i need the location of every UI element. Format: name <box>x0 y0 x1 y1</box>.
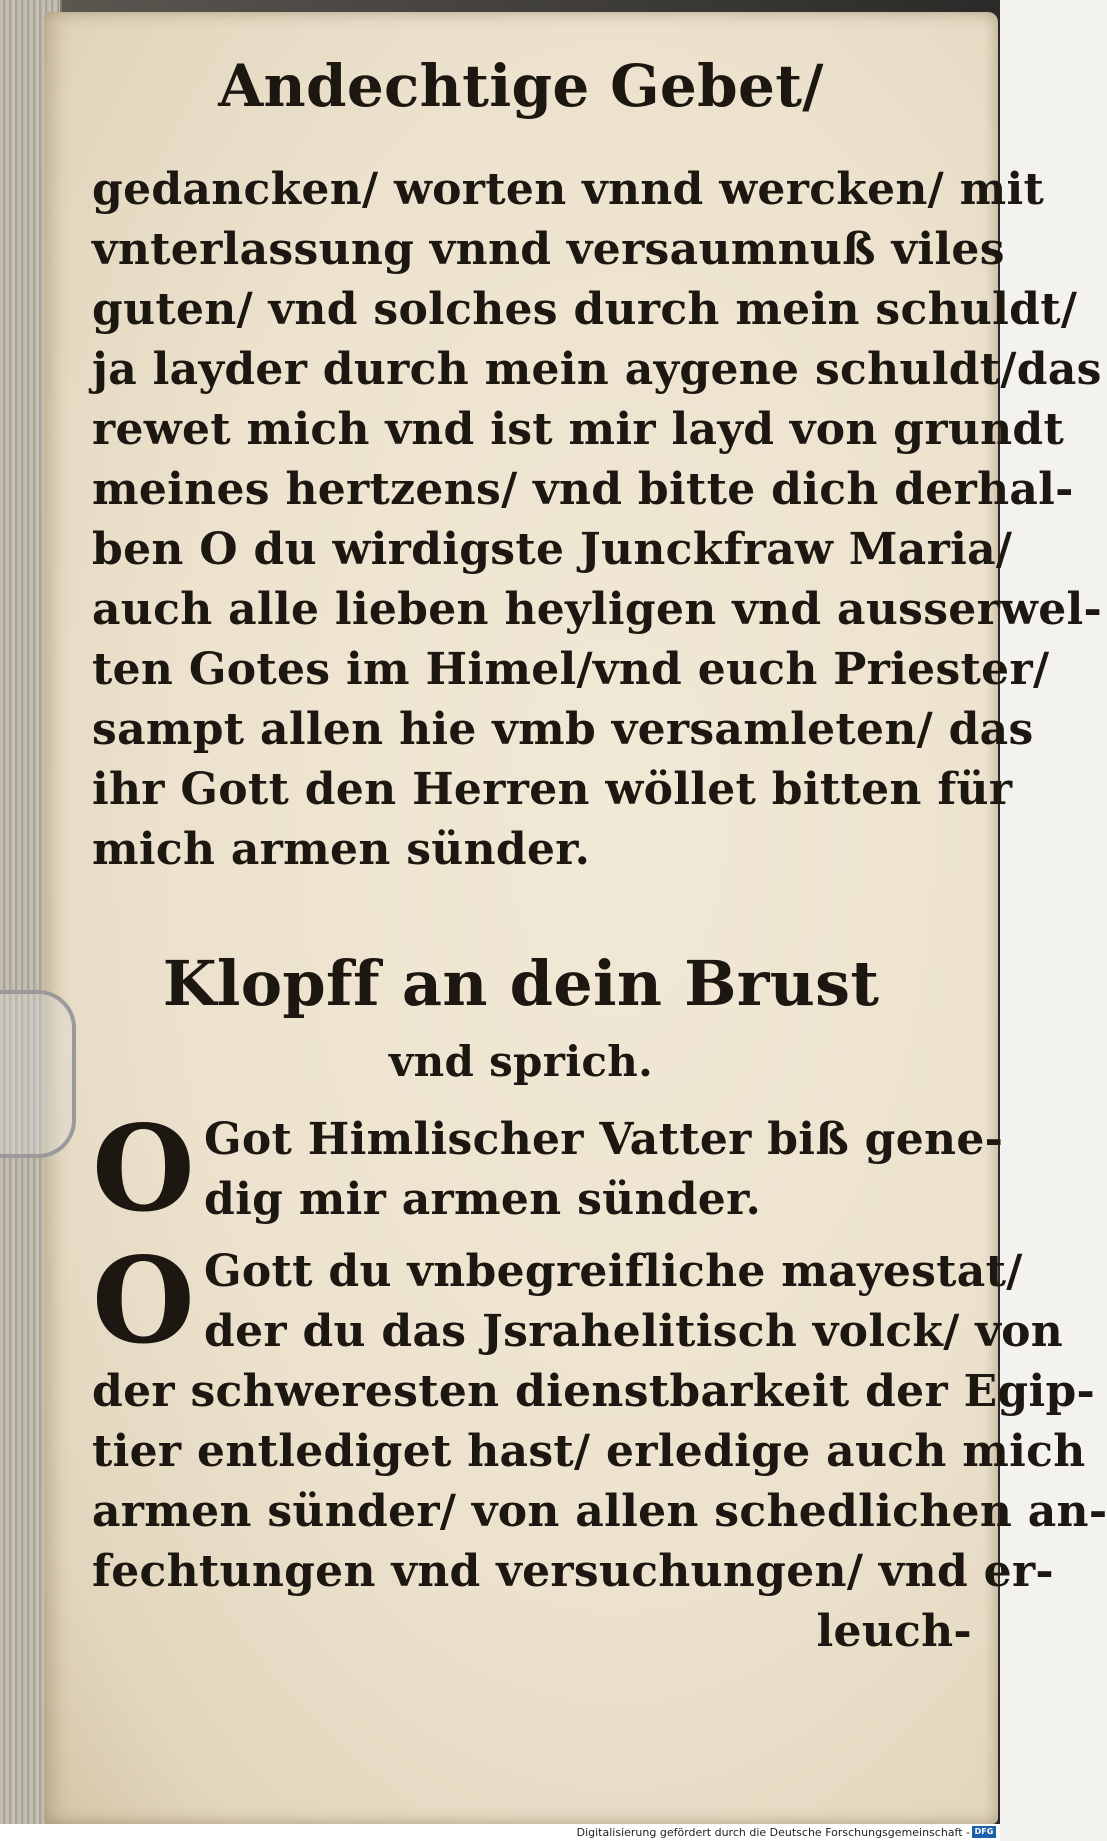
invocation-paragraph-1 <box>92 1099 1004 1238</box>
running-head: Andechtige Gebet/ <box>218 52 824 120</box>
text-line: tier entlediget hast/ erledige auch mich <box>92 1426 1086 1477</box>
text-line: fechtungen vnd versuchungen/ vnd er- <box>92 1546 1054 1597</box>
text-line: Gott du vnbegreifliche mayestat/ <box>204 1246 1023 1297</box>
text-line: armen sünder/ von allen schedlichen an- <box>92 1486 1107 1537</box>
text-line: meines hertzens/ vnd bitte dich derhal- <box>92 464 1074 515</box>
drop-cap: O <box>92 1231 196 1370</box>
catchword: leuch- <box>816 1606 972 1657</box>
text-line: der du das Jsrahelitisch volck/ von <box>204 1306 1064 1357</box>
text-line: mich armen sünder. <box>92 824 591 875</box>
prayer-text <box>92 160 1103 880</box>
text-line: rewet mich vnd ist mir layd von grundt <box>92 404 1065 455</box>
text-line: gedancken/ worten vnnd wercken/ mit <box>92 164 1045 215</box>
text-line: vnterlassung vnnd versaumnuß viles <box>92 224 1005 275</box>
funding-credit: Digitalisierung gefördert durch die Deutsche Forschungsgemeinschaft - <box>576 1826 970 1839</box>
text-line: ten Gotes im Himel/vnd euch Priester/ <box>92 644 1050 695</box>
page-clip <box>0 990 76 1158</box>
text-line: guten/ vnd solches durch mein schuldt/ <box>92 284 1078 335</box>
text-line: ja layder durch mein aygene schuldt/das <box>92 344 1102 395</box>
section-heading: Klopff an dein Brust <box>162 947 880 1020</box>
text-line: Got Himlischer Vatter biß gene- <box>204 1114 1004 1165</box>
text-line: ihr Gott den Herren wöllet bitten für <box>92 764 1013 815</box>
dfg-logo: DFG <box>972 1826 996 1838</box>
section-subheading: vnd sprich. <box>388 1037 654 1086</box>
text-line: sampt allen hie vmb versamleten/ das <box>92 704 1034 755</box>
text-line: dig mir armen sünder. <box>204 1174 762 1225</box>
text-line: ben O du wirdigste Junckfraw Maria/ <box>92 524 1013 575</box>
drop-cap: O <box>92 1099 196 1238</box>
book-page <box>44 12 1107 1824</box>
text-line: der schweresten dienstbarkeit der Egip- <box>92 1366 1096 1417</box>
invocation-paragraph-2 <box>92 1231 1107 1662</box>
text-line: auch alle lieben heyligen vnd ausserwel- <box>92 584 1103 635</box>
